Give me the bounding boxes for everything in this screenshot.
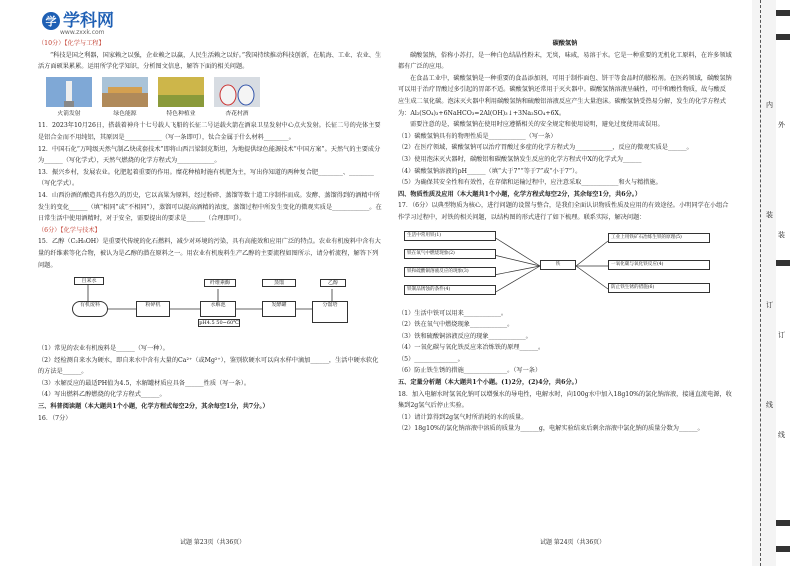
process-flow-diagram (38, 273, 382, 341)
flow-box: 蒸馏 (262, 279, 296, 287)
question-17-1: （1）生活中铁可以用来____________。 (398, 309, 508, 317)
side-marker-strip (776, 0, 800, 566)
question-15-1: （1）常见的农业有机废料是______（写一种）。 (38, 345, 169, 353)
question-18-2: （2）18g10%的氯化钠溶液中溶质的质量为______g，电解实验结束后剩余溶液中氯化钠的质量分数为______。 (398, 425, 704, 433)
margin-mark: 订 (778, 331, 785, 339)
map-node: 铁在氧气中燃烧现象(2) (404, 249, 496, 259)
logo-text: 学科网 (63, 11, 114, 31)
site-url: www.zxxk.com (60, 29, 105, 36)
question-18: 18．加入电解水时氢氧化钠可以增强水的导电性，电解水时，向100g水中加入18g10%的氯化钠溶液，接通直流电源，收集到2g氢气后停止实验。 (398, 390, 732, 410)
article-paragraph: 碳酸氢钠，俗称小苏打，是一种白色结晶性粉末，无臭，味咸，易溶于水。它是一种重要的无机化工原料，在许多领域都有广泛的应用。 (398, 51, 732, 71)
green-energy-photo (102, 77, 148, 107)
page-footer: 试题 第23页（共36页） (180, 539, 246, 546)
margin-mark: 线 (778, 431, 785, 439)
flow-box: pH4.5 50~60℃ (199, 320, 239, 327)
marker-block (776, 546, 790, 552)
margin-mark: 装 (778, 231, 785, 239)
question-15-4: （4）写出燃料乙醇燃烧的化学方程式______。 (38, 391, 166, 399)
margin-mark: 订 (766, 301, 773, 309)
question-15-3: （3）水解反应的最适PH值为4.5，水解罐材质应具备______性质（写一条）。 (38, 379, 251, 387)
left-page (38, 38, 382, 424)
page-footer: 试题 第24页（共36页） (540, 539, 606, 546)
question-18-1: （1）请计算得到2g氢气时所消耗的水的质量。 (398, 413, 528, 421)
section-heading: 三、科普阅读题（本大题共1个小题，化学方程式每空2分，其余每空1分，共7分。） (38, 403, 269, 411)
map-node: 铁制品锈蚀的条件(4) (404, 285, 496, 295)
map-node: 铁和硫酸铜溶液反应的现象(3) (404, 267, 496, 277)
cut-line (760, 0, 761, 566)
flow-box: 纤维素酶 (204, 279, 236, 287)
liquor-bottles-photo (214, 77, 260, 107)
flow-box: 粉碎机 (136, 301, 170, 317)
article-paragraph: 需要注意的是，碳酸氢钠在使用时应遵循相关的安全规定和使用说明，避免过度使用或误用。 (410, 121, 664, 129)
flow-box: 有机废料 (72, 301, 108, 317)
intro-text: “科技是国之利器，国家赖之以强，企业赖之以赢，人民生活赖之以好。”我国持续推动科技创新，在航海、工业、农业、生活方面硕果累累。运用所学化学知识，分析图文信息，解答下面的相关问题。 (38, 51, 382, 71)
section-heading: 四、物质性质及应用（本大题共1个小题，化学方程式每空2分，其余每空1分，共6分。） (398, 190, 642, 198)
flow-box: 发酵罐 (262, 301, 296, 317)
margin-mark: 线 (766, 401, 773, 409)
question-11: 11．2023年10月26日，搭载着神舟十七号载人飞船的长征二号运载火箭在酒泉卫星发射中心点火发射。长征二号的壳体主要是铝合金而不用纯铝，其原因是____________（写一条即可），钛合金属于什么材料________。 (38, 122, 381, 141)
question-15-2: （2）经检测自来水为硬水，即自来水中含有大量的Ca²⁺（或Mg²⁺），鉴别软硬水可以向水样中滴加______，生活中硬水软化的方法是______。 (38, 356, 379, 376)
question-17-4: （4）一氧化碳与氧化铁反应来冶炼铁的原理______。 (398, 344, 545, 352)
question-16-3: （3）使用泡沫灭火器时，碳酸铝和碳酸氢钠发生反应的化学方程式中X的化学式为______ (398, 155, 642, 163)
question-14: 14．山西汾酒的酿造具有悠久的历史，它以高粱为原料，经过粉碎、蒸馏等数十道工序制作而成。发酵、蒸馏得到的酒精中所发生的变化______（填“相同”或“不相同”），蒸馏可以提高酒精的浓度，蒸馏过程中所发生变化的微观实质是____________。在日常生活中使用酒精时，对于安全，需要提出的要求是______（合理即可）。 (38, 191, 382, 223)
right-page (398, 38, 732, 435)
question-17: 17．（6分）以典型物质为核心，进行问题的设置与整合，是我们全面认识物质性质及应用的有效途径。小明同学在小组合作学习过程中，对铁的相关问题，以结构图的形式进行了如下梳理。联系实际，解决问题： (398, 202, 729, 221)
crop-field-photo (158, 77, 204, 107)
question-12: 12．中国石化“万吨级天然气制乙炔成套技术”即将山西吕梁制克斯坦，为地提供绿色能源技术“中国方案”。天然气的主要成分为______（写化学式），天然气燃烧的化学方程式为____________。 (38, 145, 381, 165)
question-17-6: （6）防止铁生锈的措施______________。（写一条） (398, 367, 542, 375)
map-center-node: 铁 (540, 260, 576, 270)
caption: 绿色能源 (113, 110, 137, 117)
marker-block (776, 520, 790, 526)
site-logo (42, 12, 114, 30)
question-16: 16．（7分） (38, 414, 72, 422)
margin-mark: 外 (778, 121, 785, 129)
question-16-1: （1）碳酸氢钠具有的物理性质是____________（写一条） (398, 132, 557, 140)
section-heading: 五、定量分析题（本大题共1个小题。(1)2分，(2)4分，共6分。） (398, 379, 581, 387)
article-paragraph: 在食品工业中，碳酸氢钠是一种重要的食品添加剂，可用于制作面包、饼干等食品时的膨松剂。在医药领域，碳酸氢钠可以用于治疗胃酸过多引起的胃部不适。碳酸氢钠还常用于灭火器中。碳酸氢钠溶液呈碱性，可中和酸性物质，故与酸反应生成二氧化碳。泡沫灭火器中利用碳酸氢钠和硫酸铝溶液反应产生大量泡沫。碳酸氢钠受热易分解，发生的化学方程式为：Al₂(SO₄)₃+6NaHCO₃=2Al(OH)₃↓+3Na₂SO₄+6X。 (398, 74, 732, 117)
marker-block (776, 260, 790, 266)
photo-captions (46, 109, 382, 121)
photo-strip (46, 77, 382, 107)
marker-block (776, 10, 790, 16)
flow-box: 水解池 (200, 301, 236, 317)
map-node: 生活中常用铁(1) (404, 231, 496, 241)
question-13: 13．振兴乡村，发展农业。化肥起着重要的作用。糜花种植时施有机肥为主，写出你知道的两种复合肥________、________（写化学式）。 (38, 168, 374, 188)
question-17-3: （3）铁和硫酸铜溶液反应的现象____________。 (398, 332, 532, 340)
question-17-5: （5）______________。 (398, 355, 464, 363)
caption: 特色种植业 (166, 110, 196, 117)
flow-box: 分馏塔 (312, 301, 348, 323)
article-title: 碳酸氢钠 (552, 40, 578, 47)
caption: 杏花村酒 (225, 110, 249, 117)
section-heading: （6分）【化学与技术】 (38, 226, 101, 234)
marker-block (776, 34, 790, 40)
flow-box: 乙醇 (320, 279, 346, 287)
flow-box: 自来水 (74, 277, 104, 285)
question-16-2: （2）在医疗领域，碳酸氢钠可以治疗胃酸过多症的化学方程式为____________，反应的微观实质是______。 (398, 144, 693, 152)
map-node: 防止铁生锈的措施(6) (608, 283, 710, 293)
concept-map-diagram (398, 227, 732, 305)
margin-mark: 装 (766, 211, 773, 219)
map-node: 工业上用铁矿石冶炼生铁的原理(5) (608, 233, 710, 243)
map-node: 一氧化碳与氧化铁反应(4) (608, 260, 710, 270)
margin-mark: 内 (766, 101, 773, 109)
question-17-2: （2）铁在氧气中燃烧现象____________。 (398, 321, 514, 329)
question-15: 15．乙醇（C₂H₅OH）是重要代传统的化石燃料，减少对环境的污染，具有高能效和应用广泛的特点。农业有机废料中含有大量的纤维素等化合物，被认为是乙醇的潜在原料之一。用农业有机废料生产乙醇的主要流程如图所示，请分析流程，解答下列问题。 (38, 238, 381, 269)
rocket-launch-photo (46, 77, 92, 107)
question-16-4: （4）碳酸氢钠溶液的pH______（填“大于7”“等于7”或“小于7”）。 (398, 167, 582, 175)
caption: 火箭发射 (57, 110, 81, 117)
section-heading: （10分）【化学与工程】 (38, 40, 105, 47)
logo-mark-icon: 学 (42, 12, 60, 30)
question-16-5: （5）为确保其安全性和有效性，在存储和运输过程中，应注意采取____________和火与精措施。 (398, 179, 662, 187)
